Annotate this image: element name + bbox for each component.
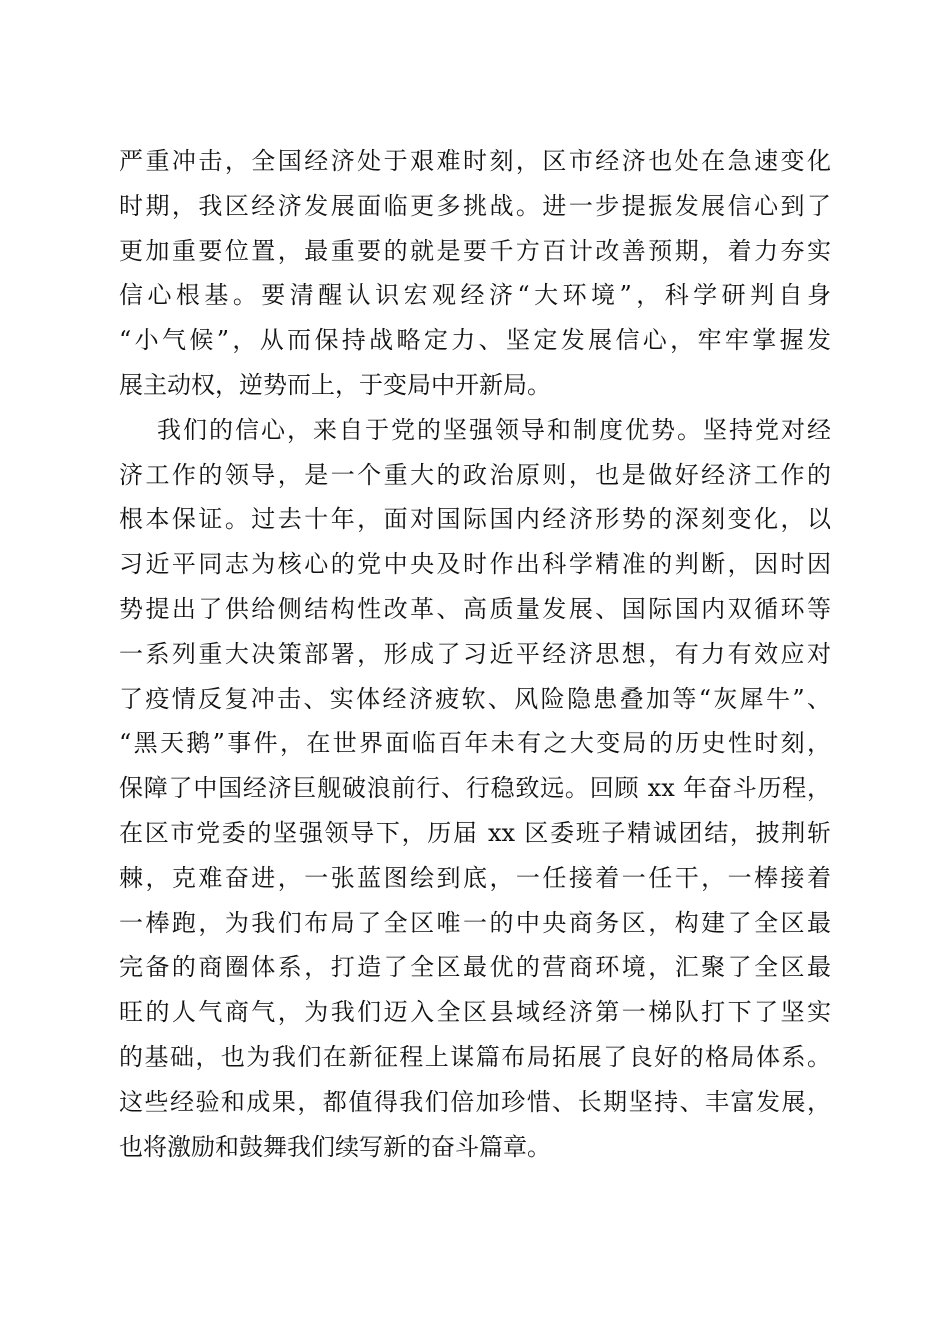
text-line: 时期，我区经济发展面临更多挑战。进一步提振发展信心到了 — [119, 191, 831, 220]
text-line: 也将激励和鼓舞我们续写新的奋斗篇章。 — [119, 1132, 551, 1161]
text-line: 完备的商圈体系，打造了全区最优的营商环境，汇聚了全区最 — [119, 953, 831, 982]
text-line: 信心根基。要清醒认识宏观经济“大环境”，科学研判自身 — [119, 281, 831, 310]
text-line: 势提出了供给侧结构性改革、高质量发展、国际国内双循环等 — [119, 594, 831, 623]
text-line: 保障了中国经济巨舰破浪前行、行稳致远。回顾 xx 年奋斗历程， — [119, 774, 831, 803]
text-line: 更加重要位置，最重要的就是要千方百计改善预期，着力夯实 — [119, 236, 831, 265]
text-line: 济工作的领导，是一个重大的政治原则，也是做好经济工作的 — [119, 460, 831, 489]
text-line: 在区市党委的坚强领导下，历届 xx 区委班子精诚团结，披荆斩 — [119, 818, 831, 847]
body-text — [119, 139, 831, 1169]
text-line: 一棒跑，为我们布局了全区唯一的中央商务区，构建了全区最 — [119, 908, 831, 937]
text-line: “小气候”，从而保持战略定力、坚定发展信心，牢牢掌握发 — [119, 326, 831, 355]
text-line: 我们的信心，来自于党的坚强领导和制度优势。坚持党对经 — [157, 415, 831, 444]
text-line: “黑天鹅”事件，在世界面临百年未有之大变局的历史性时刻， — [119, 729, 831, 758]
text-line: 根本保证。过去十年，面对国际国内经济形势的深刻变化，以 — [119, 505, 831, 534]
text-line: 旺的人气商气，为我们迈入全区县域经济第一梯队打下了坚实 — [119, 998, 831, 1027]
text-line: 这些经验和成果，都值得我们倍加珍惜、长期坚持、丰富发展， — [119, 1087, 831, 1116]
text-line: 棘，克难奋进，一张蓝图绘到底，一任接着一任干，一棒接着 — [119, 863, 831, 892]
text-line: 一系列重大决策部署，形成了习近平经济思想，有力有效应对 — [119, 639, 831, 668]
text-line: 严重冲击，全国经济处于艰难时刻，区市经济也处在急速变化 — [119, 147, 831, 175]
text-line: 展主动权，逆势而上，于变局中开新局。 — [119, 370, 551, 399]
paragraph-2 — [119, 408, 831, 1170]
paragraph-1 — [119, 139, 831, 408]
text-line: 的基础，也为我们在新征程上谋篇布局拓展了良好的格局体系。 — [119, 1042, 831, 1071]
text-line: 习近平同志为核心的党中央及时作出科学精准的判断，因时因 — [119, 550, 831, 579]
text-line: 了疫情反复冲击、实体经济疲软、风险隐患叠加等“灰犀牛”、 — [119, 684, 831, 713]
